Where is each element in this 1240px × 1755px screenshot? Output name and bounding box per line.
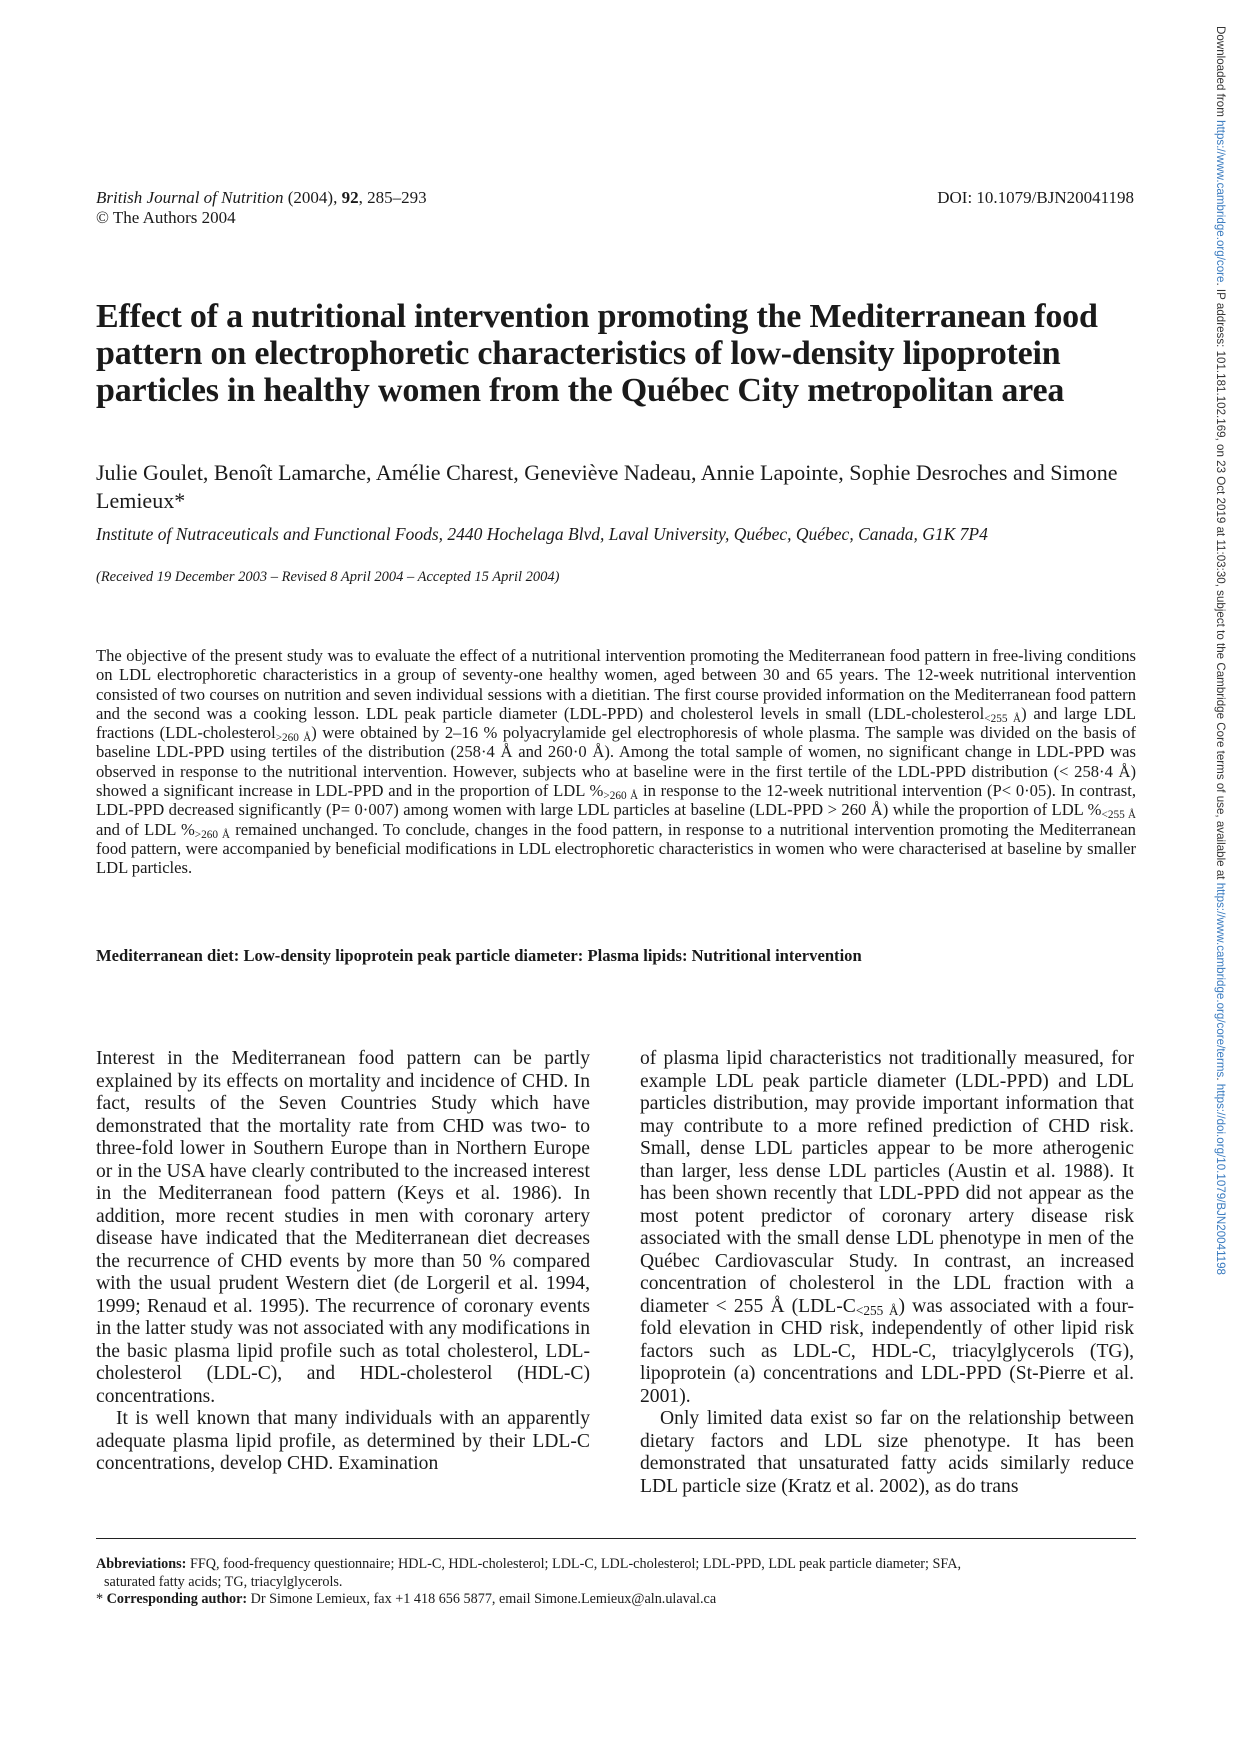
terms-link[interactable]: https://www.cambridge.org/core/terms <box>1214 882 1227 1078</box>
keywords: Mediterranean diet: Low-density lipoprotein peak particle diameter: Plasma lipids: Nutritional intervention <box>96 946 862 965</box>
journal-volume: 92 <box>341 188 359 207</box>
copyright: © The Authors 2004 <box>96 208 236 227</box>
journal-name: British Journal of Nutrition <box>96 188 284 207</box>
body-paragraph: Only limited data exist so far on the relationship between dietary factors and LDL size phenotype. It has been demonstrated that unsaturated fatty acids similarly reduce LDL particle size (Kratz et al. 2002), as do trans <box>640 1408 1134 1497</box>
abstract: The objective of the present study was to evaluate the effect of a nutritional intervention promoting the Mediterranean food pattern in free-living conditions on LDL electrophoretic characteristics in a group of seventy-one healthy women, aged between 30 and 65 years. The 12-week nutritional intervention consisted of two courses on nutrition and seven individual sessions with a dietitian. The first course provided information on the Mediterranean food pattern and the second was a cooking lesson. LDL peak particle diameter (LDL-PPD) and cholesterol levels in small (LDL-cholesterol$_{<255 Å}$) and large LDL fractions (LDL-cholesterol$_{>260 Å}$) were obtained by 2–16 % polyacrylamide gel electrophoresis of whole plasma. The sample was divided on the basis of baseline LDL-PPD using tertiles of the distribution (258·4 Å and 260·0 Å). Among the total sample of women, no significant change in LDL-PPD was observed in response to the nutritional intervention. However, subjects who at baseline were in the first tertile of the LDL-PPD distribution (< 258·4 Å) showed a significant increase in LDL-PPD and in the proportion of LDL $\%_{>260 Å}$ in response to the 12-week nutritional intervention (P< 0·05). In contrast, LDL-PPD decreased significantly (P= 0·007) among women with large LDL particles at baseline (LDL-PPD > 260 Å) while the proportion of LDL $\%_{<255 Å}$ and of LDL $\%_{>260 Å}$ remained unchanged. To conclude, changes in the food pattern, in response to a nutritional intervention promoting the Mediterranean food pattern, were accompanied by beneficial modifications in LDL electrophoretic characteristics in women who were characterised at baseline by smaller LDL particles. <box>96 646 1136 878</box>
doi: DOI: 10.1079/BJN20041198 <box>937 188 1134 207</box>
body-paragraph: of plasma lipid characteristics not traditionally measured, for example LDL peak particle diameter (LDL-PPD) and LDL particles distribution, may provide important information that may contribute to a more refined prediction of CHD risk. Small, dense LDL particles appear to be more atherogenic than larger, less dense LDL particles (Austin et al. 1988). It has been shown recently that LDL-PPD did not appear as the most potent predictor of coronary artery disease risk associated with the small dense LDL phenotype in men of the Québec Cardiovascular Study. In contrast, an increased concentration of cholesterol in the LDL fraction with a diameter < 255 Å $(LDL-C_{<255 Å})$ was associated with a four-fold elevation in CHD risk, independently of other lipid risk factors such as LDL-C, HDL-C, triacylglycerols (TG), lipoprotein (a) concentrations and LDL-PPD (St-Pierre et al. 2001). <box>640 1048 1134 1407</box>
journal-pages: , 285–293 <box>358 188 427 207</box>
body-paragraph: Interest in the Mediterranean food pattern can be partly explained by its effects on mortality and incidence of CHD. In fact, results of the Seven Countries Study which have demonstrated that the mortality rate from CHD was two- to three-fold lower in Southern Europe than in Northern Europe or in the USA have clearly contributed to the increased interest in the Mediterranean food pattern (Keys et al. 1986). In addition, more recent studies in men with coronary artery disease have indicated that the Mediterranean diet decreases the recurrence of CHD events by more than 50 % compared with the usual prudent Western diet (de Lorgeril et al. 1994, 1999; Renaud et al. 1995). The recurrence of coronary events in the latter study was not associated with any modifications in the basic plasma lipid profile such as total cholesterol, LDL-cholesterol (LDL-C), and HDL-cholesterol (HDL-C) concentrations. <box>96 1048 590 1407</box>
received-dates: (Received 19 December 2003 – Revised 8 April 2004 – Accepted 15 April 2004) <box>96 569 560 585</box>
doi-link[interactable]: https://doi.org/10.1079/BJN20041198 <box>1214 1083 1227 1276</box>
body-column-left <box>96 1048 590 1476</box>
abbreviations-footnote: Abbreviations: FFQ, food-frequency questionnaire; HDL-C, HDL-cholesterol; LDL-C, LDL-cholesterol; LDL-PPD, LDL peak particle diameter; SFA, <box>96 1556 961 1572</box>
paper-title: Effect of a nutritional intervention promoting the Mediterranean food pattern on electrophoretic characteristics of low-density lipoprotein particles in healthy women from the Québec City metropolitan area <box>96 298 1098 409</box>
journal-citation <box>96 188 427 228</box>
body-column-right <box>640 1048 1134 1498</box>
corresponding-author: * Corresponding author: Dr Simone Lemieux, fax +1 418 656 5877, email Simone.Lemieux@aln.ulaval.ca <box>96 1591 717 1607</box>
affiliation: Institute of Nutraceuticals and Functional Foods, 2440 Hochelaga Blvd, Laval University, Québec, Québec, Canada, G1K 7P4 <box>96 524 988 544</box>
footnote-divider <box>96 1538 1136 1539</box>
author-list: Julie Goulet, Benoît Lamarche, Amélie Charest, Geneviève Nadeau, Annie Lapointe, Sophie Desroches and Simone Lemieux* <box>96 460 1118 513</box>
journal-year: (2004), <box>283 188 342 207</box>
core-link[interactable]: https://www.cambridge.org/core <box>1214 120 1227 283</box>
download-watermark: Downloaded from https://www.cambridge.org/core. IP address: 101.181.102.169, on 23 Oct 2019 at 11:03:30, subject to the Cambridge Core terms of use, available at https://www.cambridge.org/core/terms. https://doi.org/10.1079/BJN20041198 <box>1214 26 1227 1276</box>
body-paragraph: It is well known that many individuals with an apparently adequate plasma lipid profile, as determined by their LDL-C concentrations, develop CHD. Examination <box>96 1408 590 1474</box>
footnotes: Abbreviations: FFQ, food-frequency questionnaire; HDL-C, HDL-cholesterol; LDL-C, LDL-cholesterol; LDL-PPD, LDL peak particle diameter; SFA, saturated fatty acids; TG, triacylglycerols. * Corresponding author: Dr Simone Lemieux, fax +1 418 656 5877, email Simone.Lemieux@aln.ulaval.ca <box>96 1556 1136 1609</box>
